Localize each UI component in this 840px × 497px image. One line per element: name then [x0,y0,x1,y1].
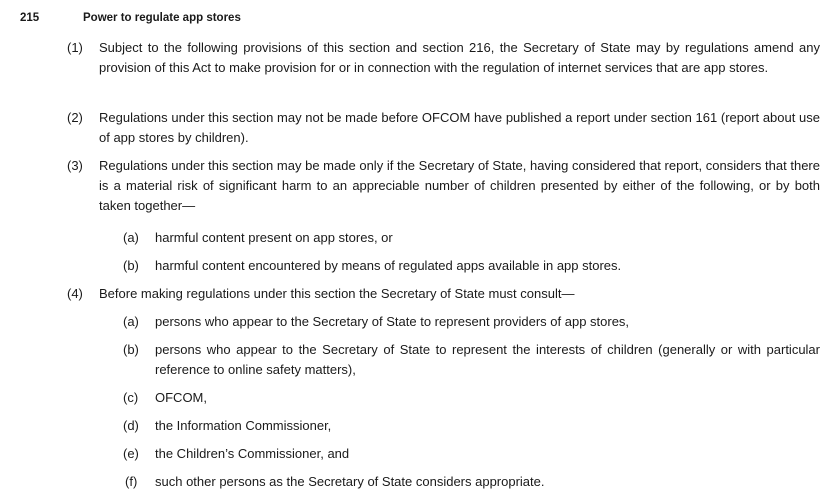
item-number: (c) [123,390,139,405]
item-text: persons who appear to the Secretary of State to represent the interests of children (generally or with particular reference to online safety matters), [155,342,820,377]
subsection-4 [67,284,822,304]
item-text: harmful content encountered by means of regulated apps available in app stores. [155,258,622,273]
subsection-text: Regulations under this section may be made only if the Secretary of State, having considered that report, considers that there is a material risk of significant harm to an appreciable number of children presented by either of the following, or by both taken together— [99,158,820,213]
subsection-text: Regulations under this section may not be made before OFCOM have published a report under section 161 (report about use of app stores by children). [99,110,820,145]
item-number: (a) [123,230,139,245]
subsection-number: (4) [67,286,83,301]
subsection-3 [67,156,822,216]
section-title: Power to regulate app stores [83,12,241,24]
item-number: (b) [123,342,139,357]
subsection-1 [67,38,822,98]
item-text: OFCOM, [155,390,207,405]
subsection-text: Before making regulations under this section the Secretary of State must consult— [99,286,575,301]
subsection-2 [67,108,822,148]
subsection-text: Subject to the following provisions of this section and section 216, the Secretary of State may by regulations amend any provision of this Act to make provision for or in connection with the regulation of internet services that are app stores. [99,40,820,75]
item-number: (f) [125,474,138,489]
item-number: (e) [123,446,139,461]
item-text: harmful content present on app stores, or [155,230,393,245]
subsection-number: (3) [67,158,83,173]
item-number: (d) [123,418,139,433]
item-text: the Children’s Commissioner, and [155,446,350,461]
item-text: such other persons as the Secretary of State considers appropriate. [155,474,545,489]
item-number: (b) [123,258,139,273]
item-text: the Information Commissioner, [155,418,332,433]
item-number: (a) [123,314,139,329]
item-text: persons who appear to the Secretary of State to represent providers of app stores, [155,314,630,329]
subsection-number: (2) [67,110,83,125]
subsection-number: (1) [67,40,83,55]
section-number: 215 [20,12,40,24]
